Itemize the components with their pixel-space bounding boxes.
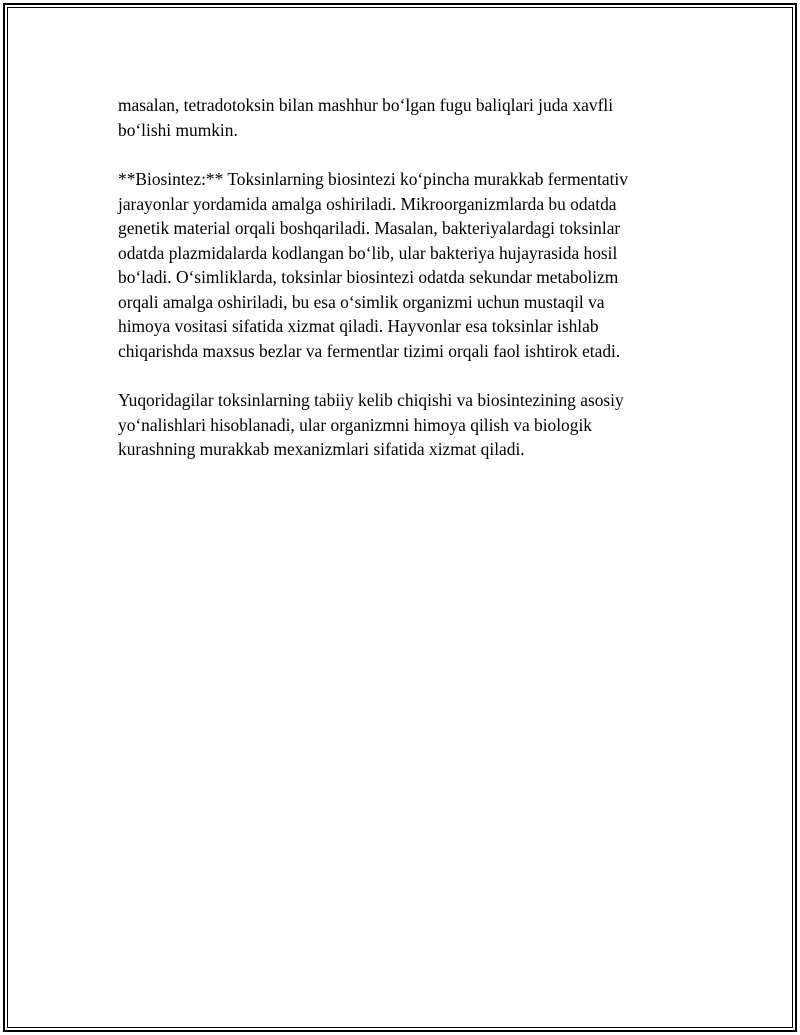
text-line: odatda plazmidalarda kodlangan bo‘lib, ular bakteriya hujayrasida hosil [118, 242, 618, 263]
text-line: chiqarishda maxsus bezlar va fermentlar tizimi orqali faol ishtirok etadi. [118, 340, 621, 361]
text-line: himoya vositasi sifatida xizmat qiladi. Hayvonlar esa toksinlar ishlab [118, 316, 599, 336]
paragraph-intro-continuation [118, 93, 678, 142]
text-line: bo‘ladi. O‘simliklarda, toksinlar biosintezi odatda sekundar metabolizm [118, 267, 619, 287]
document-body [118, 93, 678, 487]
text-line: kurashning murakkab mexanizmlari sifatida xizmat qiladi. [118, 439, 525, 459]
text-line: bo‘lishi mumkin. [118, 119, 238, 140]
text-line: Yuqoridagilar toksinlarning tabiiy kelib chiqishi va biosintezining asosiy [118, 390, 624, 410]
text-line: masalan, tetradotoksin bilan mashhur bo‘lgan fugu baliqlari juda xavfli [118, 95, 614, 115]
text-line: orqali amalga oshiriladi, bu esa o‘simlik organizmi uchun mustaqil va [118, 291, 605, 312]
text-line: genetik material orqali boshqariladi. Masalan, bakteriyalardagi toksinlar [118, 218, 621, 238]
text-line: jarayonlar yordamida amalga oshiriladi. Mikroorganizmlarda bu odatda [118, 193, 617, 214]
paragraph-conclusion [118, 388, 678, 462]
text-line: yo‘nalishlari hisoblanadi, ular organizmni himoya qilish va biologik [118, 414, 592, 435]
text-line: **Biosintez:** Toksinlarning biosintezi ko‘pincha murakkab fermentativ [118, 169, 628, 189]
paragraph-biosynthesis [118, 167, 678, 363]
